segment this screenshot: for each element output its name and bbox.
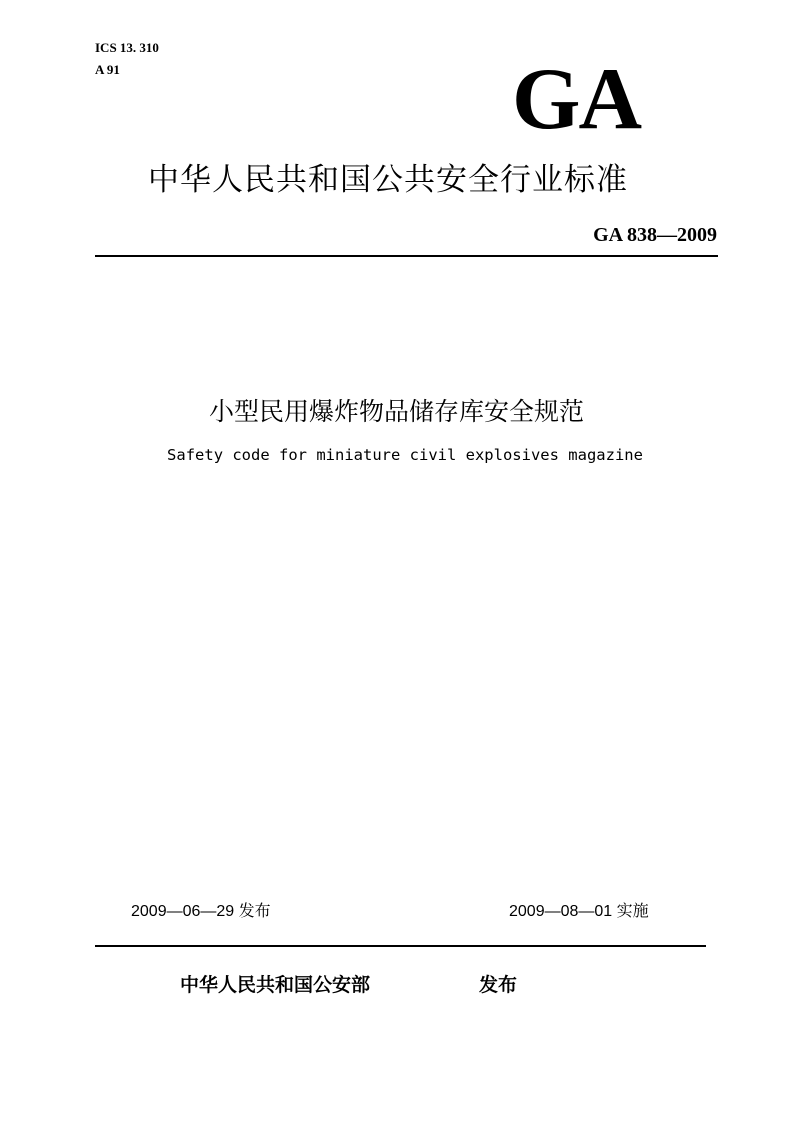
bottom-divider xyxy=(95,945,706,947)
standard-number: GA 838—2009 xyxy=(593,224,717,246)
issuing-authority: 中华人民共和国公安部 xyxy=(180,975,371,996)
top-divider xyxy=(95,255,718,257)
document-title-english: Safety code for miniature civil explosives magazine xyxy=(167,446,643,464)
document-title-chinese: 小型民用爆炸物品储存库安全规范 xyxy=(208,398,584,426)
ics-code: ICS 13. 310 xyxy=(95,40,159,55)
classification-code: A 91 xyxy=(95,62,120,77)
ga-logo: GA xyxy=(512,51,640,148)
implementation-date: 2009—08—01 实施 xyxy=(509,903,649,920)
issue-date: 2009—06—29 发布 xyxy=(131,903,271,920)
standard-category: 中华人民共和国公共安全行业标准 xyxy=(148,162,628,197)
issue-label: 发布 xyxy=(479,975,518,996)
